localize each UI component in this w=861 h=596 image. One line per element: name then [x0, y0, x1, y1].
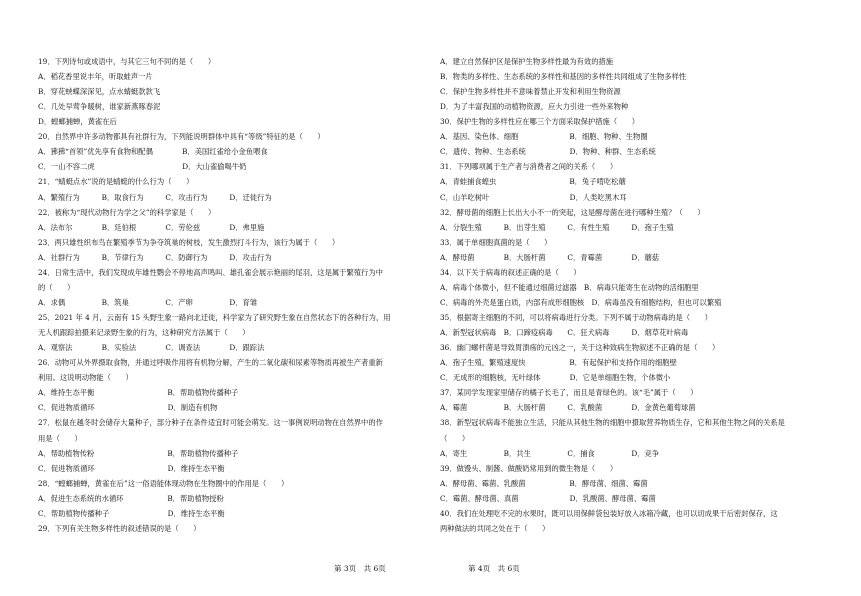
text-line: A．建立自然保护区是保护生物多样性最为有效的措施 [440, 57, 614, 66]
text-line: A．繁殖行为 B．取食行为 C．攻击行为 D．迁徙行为 [38, 192, 272, 202]
text-line: A．病毒个体微小，但不能通过细菌过滤器 B．病毒只能寄生在动物的活细胞里 [440, 282, 699, 292]
text-line: A．社群行为 B．节律行为 C．防御行为 D．攻击行为 [38, 252, 272, 262]
text-line: C．病毒的外壳是蛋白质，内部有成形细胞核 D．病毒虽没有细胞结构，但也可以繁殖 [440, 297, 722, 307]
text-line: A．狒狒“首领”优先享有食物和配偶 B．美国红雀给小金鱼喂食 [38, 147, 268, 157]
text-line: 28．“螳螂捕蝉，黄雀在后”这一俗语能体现动物在生物圈中的作用是（ ） [38, 478, 289, 488]
text-line: 无人机跟踪拍摄来记录野生象的行为，这种研究方法属于（ ） [38, 328, 250, 338]
text-line: A．观察法 B．实验法 C．调查法 D．跟踪法 [38, 343, 265, 353]
text-line: 38．新型冠状病毒不能独立生活，只能从其他生物的细胞中摄取营养物质生存，它和其他生物之间的关系是 [440, 418, 785, 428]
text-line: 40．我们在处理吃不完的水果时，既可以用保鲜袋包装好放入冰箱冷藏，也可以切成果干后密封保存，这 [440, 508, 778, 518]
text-line: A．促进生态系统的水循环 B．帮助植物授粉 [38, 493, 224, 503]
text-line: A．稻花香里说丰年，听取蛙声一片 [38, 72, 153, 82]
text-line: 的（ ） [38, 282, 75, 292]
text-line: 39．做馒头、制酱、做酸奶常用到的微生物是（ ） [440, 463, 618, 473]
text-line: A．酵母菌、霉菌、乳酸菌 B．酵母菌、细菌、霉菌 [440, 478, 648, 488]
text-line: A．新型冠状病毒 B．口蹄疫病毒 C．狂犬病毒 D．烟草花叶病毒 [440, 328, 689, 338]
text-line: （ ） [440, 433, 470, 443]
text-line: A．青蛙捕食蝗虫 B．兔子啃吃松蘑 [440, 177, 626, 187]
text-line: C．帮助植物传播种子 D．维持生态平衡 [38, 508, 225, 518]
text-line: C．促进物质循环 D．维持生态平衡 [38, 463, 225, 473]
text-line: 19．下列诗句或成语中，与其它三句不同的是（ ） [38, 57, 216, 66]
text-line: 30．保护生物的多样性应在哪三个方面采取保护措施（ ） [440, 117, 640, 127]
text-line: A．酵母菌 B．大肠杆菌 C．青霉菌 D．蘑菇 [440, 252, 660, 262]
text-line: 23．两只雄性织布鸟在繁殖季节为争夺筑巢的树枝，发生激烈打斗行为，该行为属于（ ） [38, 237, 340, 247]
text-line: A．帮助植物传粉 B．帮助植物传播种子 [38, 448, 239, 458]
text-line: C．无成形的细胞核，无叶绿体 D．它是单细胞生物，个体微小 [440, 373, 671, 383]
text-line: A．寄生 B．共生 C．捕食 D．竞争 [440, 448, 660, 458]
text-line: C．保护生物多样性并不意味着禁止开发和利用生物资源 [440, 87, 621, 97]
page-3 [0, 0, 430, 596]
text-line: A．维持生态平衡 B．帮助植物传播种子 [38, 388, 239, 398]
text-line: 27．松鼠在越冬时会储存大量种子，部分种子在条件适宜时可能会萌发。这一事例说明动物在自然界中的作 [38, 418, 383, 428]
text-line: A．基因、染色体、细胞 B．细胞、物种、生物圈 [440, 132, 648, 142]
text-line: C．促进物质循环 D．制造有机物 [38, 403, 218, 413]
text-line: 25．2021 年 4 月，云南有 15 头野生象一路向北迁徙，科学家为了研究野生象在自然状态下的各种行为，用 [38, 313, 391, 323]
text-line: A．孢子生殖，繁殖速度快 B．有起保护和支持作用的细胞壁 [440, 358, 677, 368]
text-line: A．法布尔 B．廷伯根 C．劳伦兹 D．弗里施 [38, 222, 265, 232]
page-number-3: 第 3页 共 6页 [334, 564, 386, 573]
page-4 [430, 0, 860, 596]
text-line: A．求偶 B．筑巢 C．产卵 D．育雏 [38, 297, 258, 307]
text-line: 利用。这说明动物能（ ） [38, 373, 133, 383]
text-line: A．霉菌 B．大肠杆菌 C．乳酸菌 D．金黄色葡萄球菌 [440, 403, 696, 413]
text-line: D．螳螂捕蝉，黄雀在后 [38, 117, 117, 127]
text-line: 36．幽门螺杆菌是导致胃溃疡的元凶之一，关于这种致病生物叙述不正确的是（ ） [440, 343, 720, 353]
text-line: 33．属于单细胞真菌的是（ ） [440, 237, 552, 247]
text-line: C．几处早莺争暖树，谁家新燕啄春泥 [38, 102, 161, 112]
text-line: 26．动物可从外界摄取食物，并通过呼吸作用将有机物分解，产生的二氧化碳和尿素等物质再被生产者重新 [38, 358, 383, 368]
text-line: C．霉菌、酵母菌、真菌 D．乳酸菌、酵母菌、霉菌 [440, 493, 656, 503]
page-number-4: 第 4页 共 6页 [468, 564, 520, 573]
text-line: C．遗传、物种、生态系统 D．物种、种群、生态系统 [440, 147, 656, 157]
text-line: C．山羊吃树叶 D．人类吃黑木耳 [440, 192, 627, 202]
text-line: A．分裂生殖 B．出芽生殖 C．有性生殖 D．孢子生殖 [440, 222, 674, 232]
text-line: 两种做法的共同之处在于（ ） [440, 523, 550, 533]
text-line: 21．“蜻蜓点水”说的是蜻蜓的什么行为（ ） [38, 177, 194, 187]
text-line: 34．以下关于病毒的叙述正确的是（ ） [440, 267, 581, 277]
text-line: 22．被称为“现代动物行为学之父”的科学家是（ ） [38, 207, 216, 217]
text-line: 用是（ ） [38, 433, 82, 443]
text-line: B．物类的多样性、生态系统的多样性和基因的多样性共同组成了生物多样性 [440, 72, 687, 82]
text-line: C．一山不容二虎 D．大山雀偷喝牛奶 [38, 162, 247, 172]
text-line: 35．根据寄主细胞的不同，可以将病毒进行分类。下列不属于动物病毒的是（ ） [440, 313, 712, 323]
text-line: 20．自然界中许多动物都具有社群行为，下列能说明群体中具有“等级”特征的是（ ） [38, 132, 325, 142]
text-line: 37．某同学发现家里储存的橘子长毛了，而且是青绿色的。该“毛”属于（ ） [440, 388, 698, 398]
text-line: 29．下列有关生物多样性的叙述错误的是（ ） [38, 523, 201, 533]
text-line: 24．日常生活中，我们发现成年雄性鹦会不停地高声鸣叫、雄孔雀会展示艳丽的尾羽，这是属于繁殖行为中 [38, 267, 383, 277]
text-line: 32．酵母菌的细胞上长出大小不一的突起，这是酵母菌在进行哪种生殖？（ ） [440, 207, 705, 217]
text-line: 31．下列哪项属于生产者与消费者之间的关系（ ） [440, 162, 618, 172]
text-line: D．为了丰富我国的动植物资源，应大力引进一些外来物种 [440, 102, 629, 112]
text-line: B．穿花蛱蝶深深见，点水蜻蜓款款飞 [38, 87, 161, 97]
